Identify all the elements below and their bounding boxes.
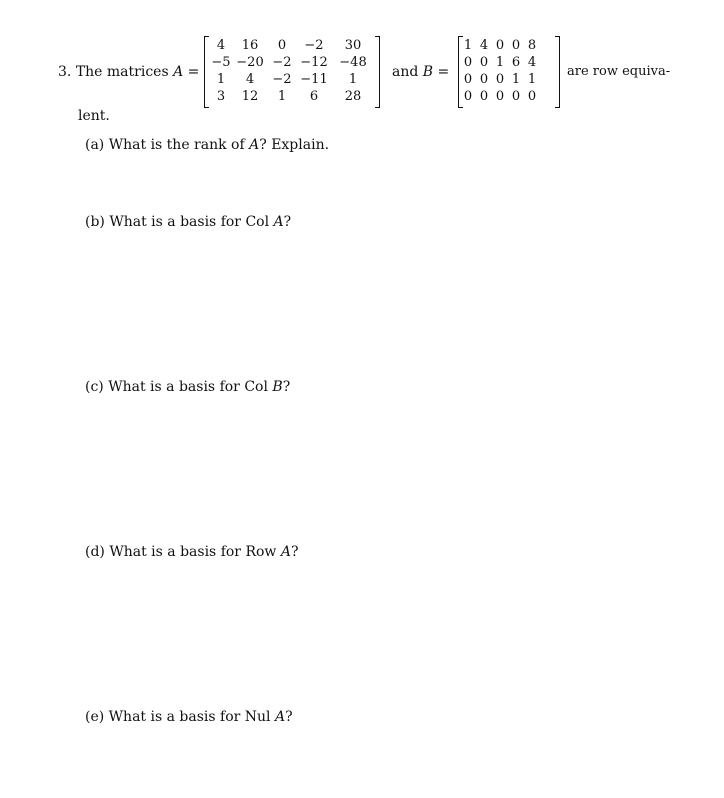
question-suffix: ? — [285, 709, 293, 725]
matrix-entry: 1 — [511, 72, 521, 87]
question-e — [85, 709, 293, 725]
question-a — [85, 137, 329, 153]
matrix-entry: −2 — [272, 55, 292, 70]
question-c — [85, 379, 290, 395]
question-text: What is the rank of — [108, 137, 245, 153]
matrix-entry: 16 — [241, 38, 259, 53]
matrix-a — [204, 36, 380, 108]
matrix-row — [209, 88, 375, 105]
matrix-entry: −11 — [300, 72, 328, 87]
matrix-row — [460, 71, 540, 88]
row-equivalent-text: are row equiva- — [567, 64, 671, 79]
matrix-row — [460, 88, 540, 105]
matrix-entry: 6 — [511, 55, 521, 70]
matrix-entry: 1 — [527, 72, 537, 87]
matrix-entry: 28 — [344, 89, 362, 104]
matrix-entry: 30 — [344, 38, 362, 53]
matrix-b-entries — [460, 37, 540, 105]
question-suffix: ? — [282, 379, 291, 395]
question-suffix: ? — [290, 544, 299, 560]
matrix-entry: 0 — [479, 55, 489, 70]
matrix-entry: −12 — [300, 55, 328, 70]
question-suffix: ? Explain. — [259, 137, 330, 153]
matrix-row — [209, 71, 375, 88]
matrix-entry: 8 — [527, 38, 537, 53]
matrix-entry: 0 — [463, 89, 473, 104]
matrix-a-entries — [209, 37, 375, 105]
question-symbol: B — [272, 379, 283, 395]
question-label: (e) — [85, 709, 105, 725]
matrix-entry: −5 — [211, 55, 231, 70]
question-label: (c) — [85, 379, 104, 395]
question-label: (a) — [85, 137, 105, 153]
matrix-entry: 0 — [277, 38, 287, 53]
matrix-entry: 4 — [479, 38, 489, 53]
matrix-entry: −48 — [339, 55, 367, 70]
matrix-entry: 0 — [527, 89, 537, 104]
matrix-entry: 12 — [241, 89, 259, 104]
matrix-entry: 1 — [277, 89, 287, 104]
question-b — [85, 214, 291, 230]
question-text: What is a basis for Row — [109, 544, 277, 560]
equals-sign-b: = — [437, 64, 450, 80]
matrix-entry: 3 — [216, 89, 226, 104]
matrix-entry: 4 — [527, 55, 537, 70]
matrix-b-right-bracket — [555, 36, 560, 108]
matrix-entry: 4 — [245, 72, 255, 87]
matrix-entry: −20 — [236, 55, 264, 70]
matrix-entry: 1 — [216, 72, 226, 87]
problem-statement — [58, 64, 199, 80]
matrix-entry: −2 — [272, 72, 292, 87]
matrix-entry: 0 — [495, 72, 505, 87]
matrix-entry: 0 — [463, 72, 473, 87]
problem-number: 3. — [58, 64, 72, 80]
matrix-row — [460, 54, 540, 71]
question-suffix: ? — [283, 214, 292, 230]
continuation-text: lent. — [78, 108, 110, 124]
matrix-entry: 0 — [511, 38, 521, 53]
matrix-b-symbol: B — [422, 64, 434, 80]
matrix-row — [209, 37, 375, 54]
question-symbol: A — [280, 544, 291, 560]
question-label: (b) — [85, 214, 105, 230]
matrix-entry: 6 — [309, 89, 319, 104]
matrix-entry: 1 — [463, 38, 473, 53]
matrix-row — [460, 37, 540, 54]
matrix-entry: −2 — [304, 38, 324, 53]
matrix-entry: 0 — [479, 89, 489, 104]
question-text: What is a basis for Col — [108, 379, 268, 395]
matrix-entry: 0 — [463, 55, 473, 70]
matrix-entry: 1 — [348, 72, 358, 87]
question-text: What is a basis for Nul — [108, 709, 271, 725]
matrix-a-right-bracket — [375, 36, 380, 108]
problem-intro: The matrices — [75, 64, 169, 80]
and-text: and — [392, 64, 419, 80]
matrix-entry: 0 — [495, 89, 505, 104]
matrix-entry: 0 — [511, 89, 521, 104]
matrix-row — [209, 54, 375, 71]
question-text: What is a basis for Col — [109, 214, 270, 230]
matrix-entry: 4 — [216, 38, 226, 53]
question-symbol: A — [274, 709, 286, 725]
and-clause — [392, 64, 449, 80]
question-symbol: A — [273, 214, 284, 230]
question-d — [85, 544, 299, 560]
question-symbol: A — [249, 137, 260, 153]
matrix-entry: 1 — [495, 55, 505, 70]
matrix-b — [458, 36, 560, 108]
matrix-a-symbol: A — [173, 64, 184, 80]
equals-sign-a: = — [187, 64, 200, 80]
question-label: (d) — [85, 544, 105, 560]
matrix-entry: 0 — [495, 38, 505, 53]
matrix-entry: 0 — [479, 72, 489, 87]
